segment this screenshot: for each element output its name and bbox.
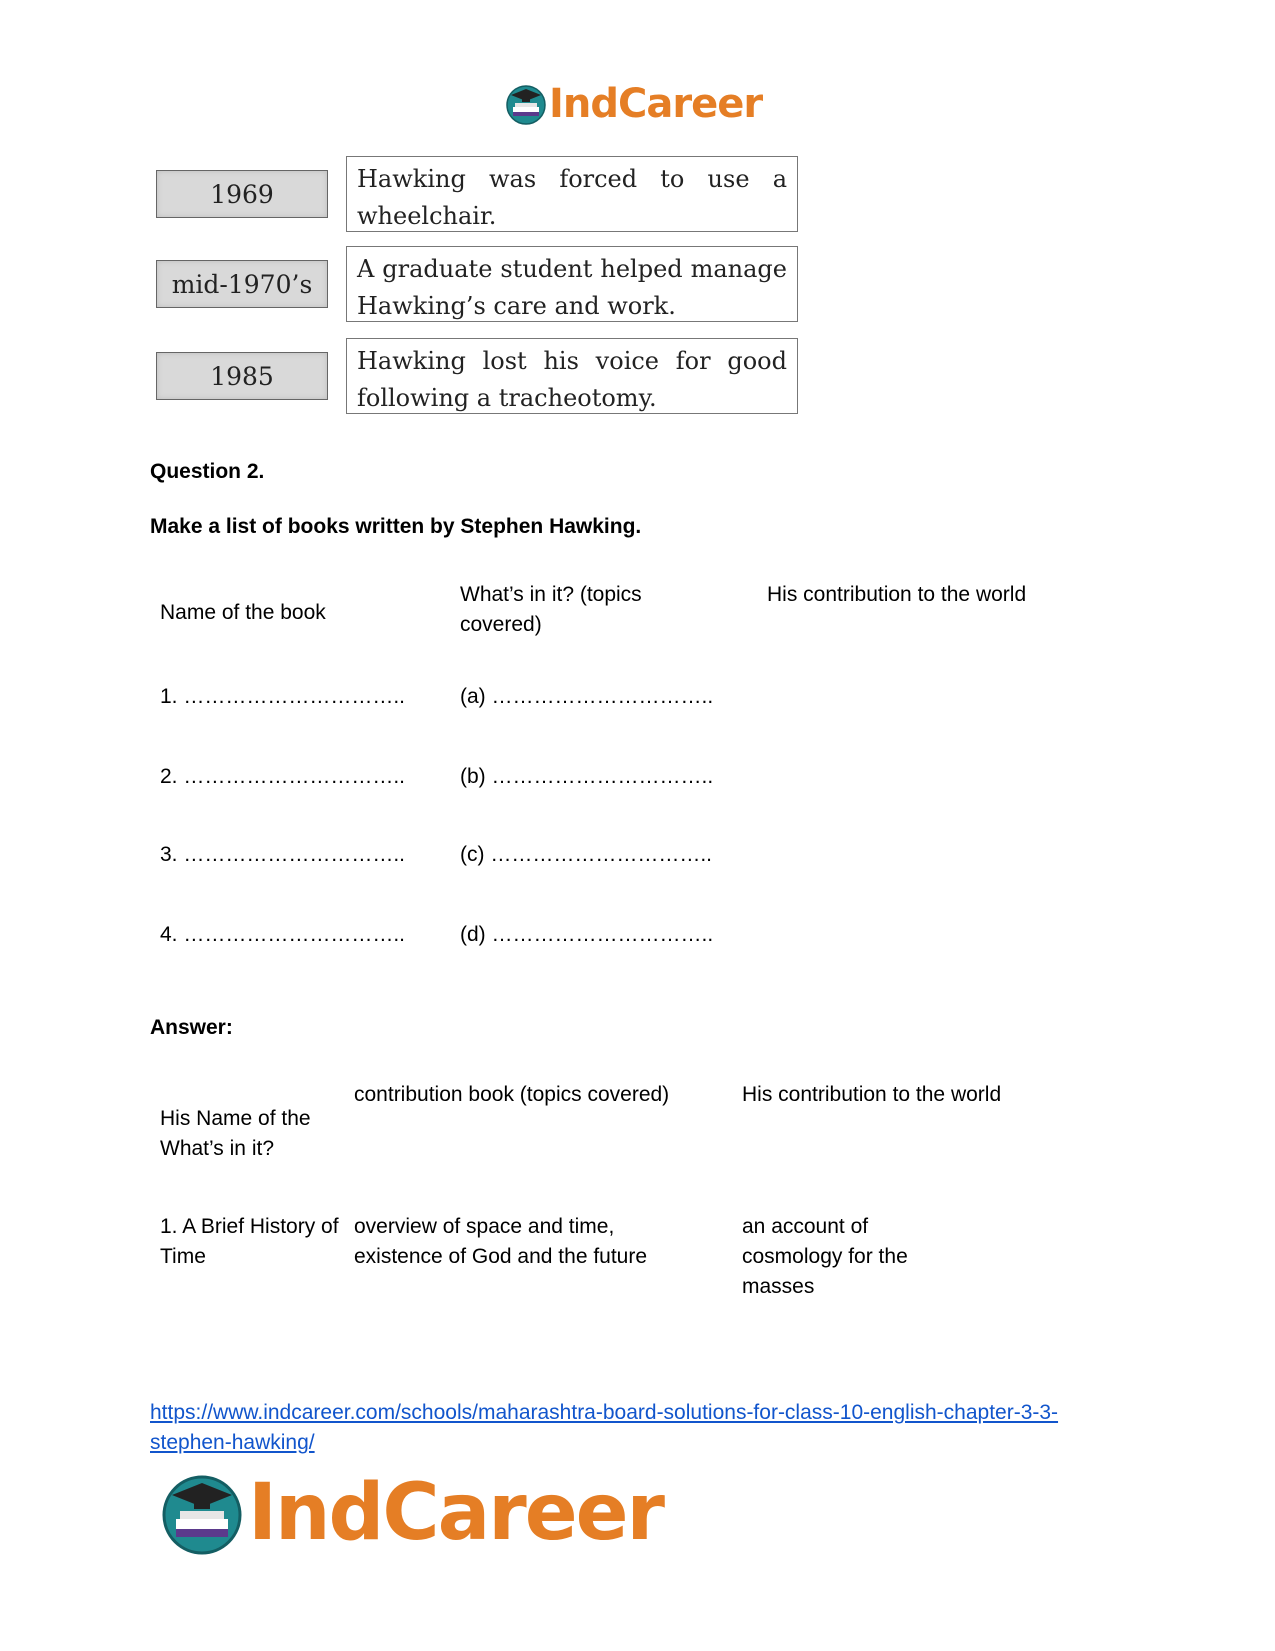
year-label: 1985: [156, 352, 328, 400]
year-label: 1969: [156, 170, 328, 218]
brand-name: IndCareer: [248, 1468, 663, 1558]
worksheet-header-contribution: His contribution to the world: [767, 583, 1027, 606]
worksheet-topics-blank: (b) …………………………..: [460, 765, 714, 788]
graduation-cap-book-icon: [505, 83, 547, 125]
worksheet-topics-blank: (c) …………………………..: [460, 843, 712, 866]
question-title: Question 2.: [150, 460, 265, 483]
year-label: mid-1970’s: [156, 260, 328, 308]
answer-header-topics: contribution book (topics covered): [354, 1083, 670, 1106]
worksheet-header-book: Name of the book: [160, 601, 326, 624]
indcareer-logo-top: [505, 80, 762, 128]
answer-header-book: His Name of the What’s in it?: [160, 1107, 311, 1160]
answer-topics: overview of space and time, existence of God and the future: [354, 1215, 648, 1268]
answer-book: 1. A Brief History of Time: [160, 1215, 339, 1268]
worksheet-header-topics: What’s in it? (topics covered): [460, 583, 642, 636]
indcareer-logo-bottom: [160, 1468, 663, 1558]
timeline-row: [152, 246, 812, 326]
timeline-figure: [152, 156, 812, 426]
graduation-cap-book-icon: [160, 1471, 244, 1555]
worksheet-book-blank: 2. …………………………..: [160, 765, 406, 788]
worksheet-topics-blank: (d) …………………………..: [460, 923, 714, 946]
worksheet-book-blank: 4. …………………………..: [160, 923, 406, 946]
question-text: Make a list of books written by Stephen Hawking.: [150, 515, 642, 538]
event-description: Hawking was forced to use a wheelchair.: [346, 156, 798, 232]
source-link[interactable]: https://www.indcareer.com/schools/maharashtra-board-solutions-for-class-10-english-chapter-3-3-stephen-hawking/: [150, 1401, 1059, 1454]
event-description: Hawking lost his voice for good following a tracheotomy.: [346, 338, 798, 414]
answer-title: Answer:: [150, 1016, 233, 1039]
worksheet-topics-blank: (a) …………………………..: [460, 685, 714, 708]
timeline-row: [152, 338, 812, 418]
answer-contribution: an account of cosmology for the masses: [742, 1215, 908, 1298]
answer-header-contribution: His contribution to the world: [742, 1083, 1002, 1106]
timeline-row: [152, 156, 812, 236]
event-description: A graduate student helped manage Hawking’s care and work.: [346, 246, 798, 322]
brand-name: IndCareer: [549, 81, 763, 127]
worksheet-book-blank: 3. …………………………..: [160, 843, 406, 866]
worksheet-book-blank: 1. …………………………..: [160, 685, 406, 708]
